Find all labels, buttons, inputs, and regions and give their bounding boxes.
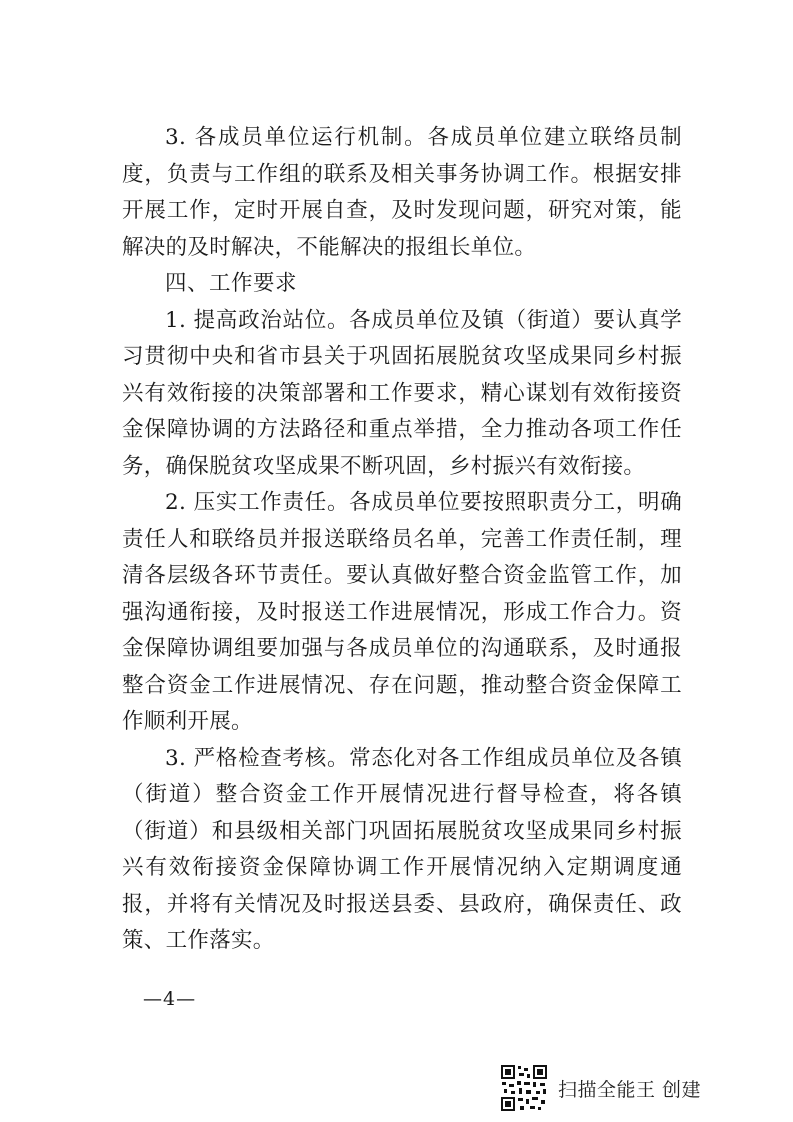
scanner-watermark-label: 扫描全能王 创建 bbox=[558, 1078, 702, 1101]
paragraph-work-responsibility: 2. 压实工作责任。各成员单位要按照职责分工，明确责任人和联络员并报送联络员名单，完善工作责任制，理清各层级各环节责任。要认真做好整合资金监管工作，加强沟通衔接，及时报送工作进展情况，形成工作合力。资金保障协调组要加强与各成员单位的沟通联系，及时通报整合资金工作进展情况、存在问题，推动整合资金保障工作顺利开展。 bbox=[122, 490, 682, 734]
section-heading-work-requirements: 四、工作要求 bbox=[165, 271, 298, 296]
paragraph-political-stance: 1. 提高政治站位。各成员单位及镇（街道）要认真学习贯彻中央和省市县关于巩固拓展脱贫攻坚成果同乡村振兴有效衔接的决策部署和工作要求，精心谋划有效衔接资金保障协调的方法路径和重点举措，全力推动各项工作任务，确保脱贫攻坚成果不断巩固，乡村振兴有效衔接。 bbox=[122, 307, 682, 479]
paragraph-inspection-assessment: 3. 严格检查考核。常态化对各工作组成员单位及各镇（街道）整合资金工作开展情况进行督导检查，将各镇（街道）和县级相关部门巩固拓展脱贫攻坚成果同乡村振兴有效衔接资金保障协调工作开展情况纳入定期调度通报，并将有关情况及时报送县委、县政府，确保责任、政策、工作落实。 bbox=[122, 745, 682, 953]
paragraph-operation-mechanism: 3. 各成员单位运行机制。各成员单位建立联络员制度，负责与工作组的联系及相关事务协调工作。根据安排开展工作，定时开展自查，及时发现问题，研究对策，能解决的及时解决，不能解决的报组长单位。 bbox=[122, 125, 682, 260]
scanner-watermark bbox=[500, 1058, 701, 1118]
page-number: —4— bbox=[143, 988, 197, 1010]
document-body bbox=[122, 120, 682, 960]
qr-code-icon bbox=[500, 1064, 548, 1112]
